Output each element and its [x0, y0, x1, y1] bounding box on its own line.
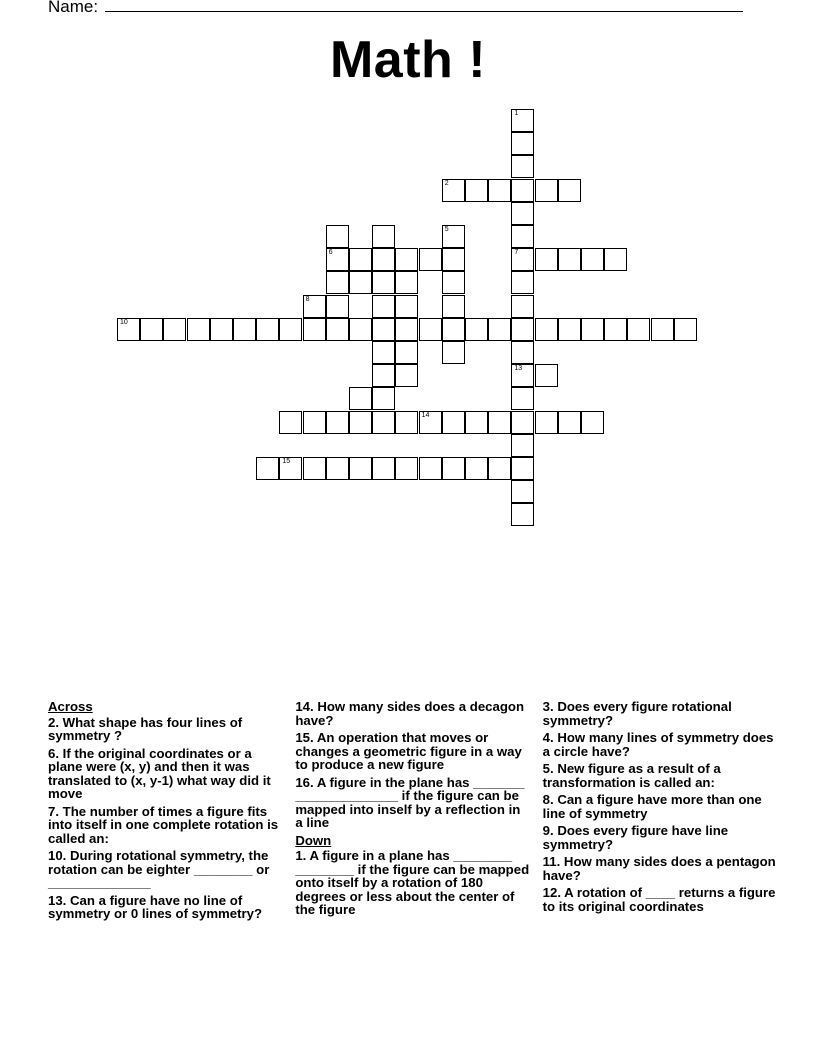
crossword-cell[interactable]: [326, 318, 349, 341]
crossword-cell[interactable]: [651, 318, 674, 341]
crossword-cell[interactable]: [163, 318, 186, 341]
crossword-cell[interactable]: [535, 248, 558, 271]
crossword-cell[interactable]: [511, 457, 534, 480]
clue-num: 3.: [542, 699, 554, 714]
clue-num: 14.: [295, 699, 314, 714]
crossword-cell[interactable]: [442, 248, 465, 271]
clue-num: 9.: [542, 823, 554, 838]
crossword-cell[interactable]: [372, 364, 395, 387]
clue-num: 15.: [295, 730, 314, 745]
clue-text: If the original coordinates or a plane were (x, y) and then it was translated to (x, y-1) what way did it move: [48, 745, 271, 801]
crossword-cell[interactable]: [395, 318, 418, 341]
crossword-cell[interactable]: [372, 341, 395, 364]
clue-number: 5: [444, 226, 449, 233]
crossword-cell[interactable]: [558, 248, 581, 271]
crossword-cell[interactable]: [535, 364, 558, 387]
crossword-cell[interactable]: [604, 248, 627, 271]
crossword-cell[interactable]: [488, 411, 511, 434]
name-label: Name:: [48, 0, 99, 16]
crossword-cell[interactable]: [372, 271, 395, 294]
crossword-cell[interactable]: [279, 457, 302, 480]
clue-item: [543, 824, 778, 851]
clue-item: [48, 894, 283, 921]
crossword-cell[interactable]: [581, 318, 604, 341]
crossword-cell[interactable]: [419, 457, 442, 480]
crossword-cell[interactable]: [349, 387, 372, 410]
clue-num: 8.: [542, 792, 554, 807]
crossword-cell[interactable]: [372, 318, 395, 341]
crossword-cell[interactable]: [349, 318, 372, 341]
crossword-cell[interactable]: [326, 225, 349, 248]
crossword-cell[interactable]: [442, 179, 465, 202]
crossword-cell[interactable]: [511, 318, 534, 341]
clue-text: Does every figure have line symmetry?: [542, 823, 729, 852]
crossword-cell[interactable]: [627, 318, 650, 341]
clue-number: 1: [514, 110, 519, 117]
crossword-cell[interactable]: [511, 179, 534, 202]
crossword-cell[interactable]: [419, 318, 442, 341]
clue-item: [295, 731, 530, 772]
clue-number: 8: [305, 295, 310, 303]
crossword-cell[interactable]: [488, 318, 511, 341]
crossword-cell[interactable]: [326, 411, 349, 434]
page-title: Math !: [329, 31, 487, 89]
crossword-cell[interactable]: [511, 109, 534, 132]
crossword-cell[interactable]: [442, 457, 465, 480]
crossword-cell[interactable]: [372, 387, 395, 410]
clues-section: [48, 700, 778, 925]
clue-number: 14: [421, 411, 430, 419]
crossword-cell[interactable]: [511, 202, 534, 225]
crossword-cell[interactable]: [419, 411, 442, 434]
clue-number: 10: [120, 318, 128, 326]
crossword-cell[interactable]: [465, 179, 488, 202]
crossword-cell[interactable]: [372, 295, 395, 318]
clue-number: 6: [328, 249, 333, 257]
clue-item: [295, 849, 530, 917]
clue-item: [48, 805, 283, 846]
across-heading: Across: [48, 699, 93, 714]
crossword-cell[interactable]: [442, 411, 465, 434]
clue-num: 1.: [295, 848, 307, 863]
crossword-cell[interactable]: [488, 179, 511, 202]
crossword-cell[interactable]: [465, 457, 488, 480]
clue-text: During rotational symmetry, the rotation can be eighter ________ or ______________: [48, 848, 270, 890]
crossword-cell[interactable]: [535, 411, 558, 434]
crossword-cell[interactable]: [349, 248, 372, 271]
crossword-cell[interactable]: [303, 295, 326, 318]
crossword-cell[interactable]: [511, 132, 534, 155]
down-clues: [295, 849, 530, 917]
crossword-cell[interactable]: [535, 179, 558, 202]
crossword-cell[interactable]: [465, 318, 488, 341]
crossword-cell[interactable]: [558, 411, 581, 434]
clue-num: 16.: [295, 774, 314, 790]
crossword-cell[interactable]: [511, 295, 534, 318]
clue-item: [543, 762, 778, 789]
clue-num: 7.: [48, 803, 59, 819]
crossword-cell[interactable]: [442, 318, 465, 341]
crossword-cell[interactable]: [511, 411, 534, 434]
down-heading: Down: [295, 832, 332, 848]
crossword-cell[interactable]: [395, 341, 418, 364]
clue-text: How many sides does a pentagon have?: [542, 854, 776, 883]
crossword-cell[interactable]: [442, 295, 465, 318]
clue-item: [543, 700, 778, 727]
clue-text: What shape has four lines of symmetry ?: [48, 714, 243, 743]
crossword-cell[interactable]: [395, 457, 418, 480]
clue-num: 11.: [542, 854, 561, 869]
crossword-cell[interactable]: [395, 271, 418, 294]
crossword-cell[interactable]: [581, 411, 604, 434]
crossword-cell[interactable]: [511, 364, 534, 387]
crossword-cell[interactable]: [604, 318, 627, 341]
clue-num: 4.: [542, 730, 554, 745]
crossword-cell[interactable]: [674, 318, 697, 341]
crossword-cell[interactable]: [488, 457, 511, 480]
crossword-cell[interactable]: [326, 248, 349, 271]
crossword-cell[interactable]: [256, 457, 279, 480]
crossword-cell[interactable]: [303, 411, 326, 434]
crossword-cell[interactable]: [511, 271, 534, 294]
crossword-cell[interactable]: [395, 248, 418, 271]
crossword-cell[interactable]: [349, 271, 372, 294]
clue-number: 13: [514, 365, 523, 373]
clue-text: Does every figure rotational symmetry?: [542, 699, 732, 728]
clues-column-2: [295, 700, 530, 925]
clue-item: [543, 793, 778, 820]
crossword-cell[interactable]: [349, 411, 372, 434]
crossword-cell[interactable]: [279, 411, 302, 434]
crossword-cell[interactable]: [349, 457, 372, 480]
clue-number: 15: [282, 458, 291, 465]
crossword-cell[interactable]: [140, 318, 163, 341]
clue-text: Can a figure have no line of symmetry or 0 lines of symmetry?: [48, 892, 263, 921]
clue-number: 7: [514, 249, 519, 257]
crossword-cell[interactable]: [442, 341, 465, 364]
clue-text: The number of times a figure fits into itself in one complete rotation is called an:: [48, 803, 279, 846]
crossword-cell[interactable]: [256, 318, 279, 341]
clues-column-1: [48, 700, 283, 925]
clue-item: [295, 700, 530, 727]
clue-num: 12.: [542, 885, 561, 900]
crossword-cell[interactable]: [558, 318, 581, 341]
clue-num: 13.: [48, 892, 67, 908]
clue-item: [543, 731, 778, 758]
clue-item: [543, 886, 778, 913]
crossword-cell[interactable]: [303, 457, 326, 480]
crossword-cell[interactable]: [511, 225, 534, 248]
crossword-cell[interactable]: [372, 248, 395, 271]
clue-item: [48, 716, 283, 743]
across-clues-continued: [295, 700, 530, 830]
crossword-cell[interactable]: [395, 295, 418, 318]
clue-text: An operation that moves or changes a geometric figure in a way to produce a new figure: [295, 730, 522, 772]
crossword-cell[interactable]: [511, 248, 534, 271]
crossword-cell[interactable]: [581, 248, 604, 271]
clue-text: A figure in the plane has _______ ______________ if the figure can be mapped into inself by a reflection in a line: [295, 774, 525, 830]
clue-text: A figure in a plane has ________ ________ if the figure can be mapped onto itself by a rotation of 180 degrees or less about the center of the figure: [295, 848, 530, 917]
clues-column-3: [543, 700, 778, 925]
clue-item: [295, 776, 530, 830]
clue-text: How many lines of symmetry does a circle have?: [542, 730, 774, 759]
crossword-cell[interactable]: [233, 318, 256, 341]
clue-text: How many sides does a decagon have?: [295, 699, 525, 728]
crossword-cell[interactable]: [372, 411, 395, 434]
clue-num: 5.: [542, 761, 554, 776]
clue-num: 2.: [48, 714, 59, 730]
crossword-cell[interactable]: [511, 387, 534, 410]
crossword-cell[interactable]: [511, 155, 534, 178]
crossword-cell[interactable]: [465, 411, 488, 434]
crossword-cell[interactable]: [372, 225, 395, 248]
clue-text: New figure as a result of a transformation is called an:: [542, 761, 721, 790]
crossword-cell[interactable]: [419, 248, 442, 271]
crossword-cell[interactable]: [395, 364, 418, 387]
crossword-cell[interactable]: [511, 434, 534, 457]
crossword-cell[interactable]: [395, 411, 418, 434]
crossword-cell[interactable]: [279, 318, 302, 341]
clue-item: [543, 855, 778, 882]
crossword-cell[interactable]: [303, 318, 326, 341]
clue-text: Can a figure have more than one line of symmetry: [542, 792, 762, 821]
clue-num: 6.: [48, 745, 59, 761]
clue-number: 2: [444, 179, 449, 187]
crossword-cell[interactable]: [326, 295, 349, 318]
crossword-cell[interactable]: [511, 480, 534, 503]
crossword-cell[interactable]: [442, 271, 465, 294]
crossword-cell[interactable]: [372, 457, 395, 480]
crossword-cell[interactable]: [558, 179, 581, 202]
crossword-cell[interactable]: [210, 318, 233, 341]
crossword-cell[interactable]: [511, 341, 534, 364]
crossword-cell[interactable]: [511, 503, 534, 526]
crossword-cell[interactable]: [326, 271, 349, 294]
clue-text: A rotation of ____ returns a figure to its original coordinates: [542, 885, 776, 914]
crossword-cell[interactable]: [117, 318, 140, 341]
crossword-cell[interactable]: [535, 318, 558, 341]
crossword-cell[interactable]: [187, 318, 210, 341]
clue-item: [48, 849, 283, 890]
clue-item: [48, 747, 283, 801]
clue-num: 10.: [48, 848, 67, 863]
crossword-cell[interactable]: [326, 457, 349, 480]
crossword-cell[interactable]: [442, 225, 465, 248]
